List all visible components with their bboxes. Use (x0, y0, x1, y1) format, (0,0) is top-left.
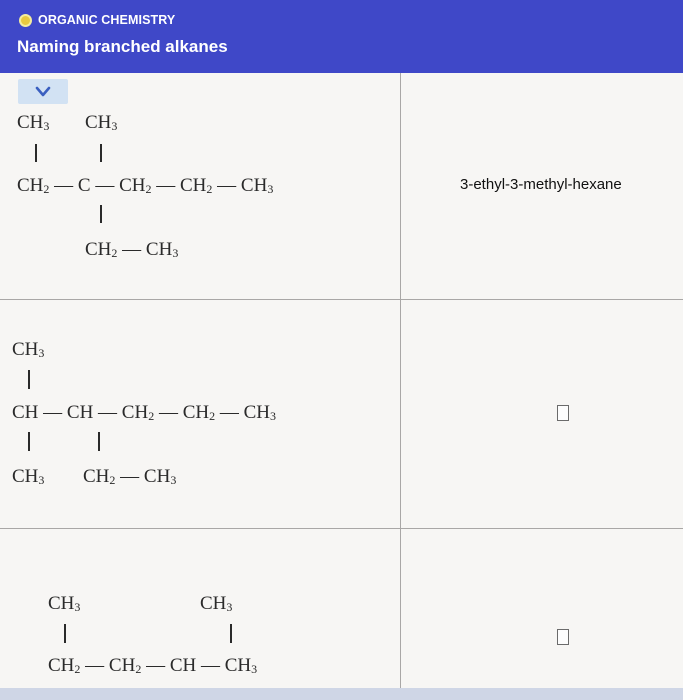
column-divider (400, 73, 401, 700)
chevron-down-icon (18, 79, 68, 104)
chem-chain: CH — CH — $CH_2$ — $CH_2$ — $CH_3$ (12, 402, 277, 423)
row-divider (0, 528, 683, 529)
bond-vertical (28, 370, 30, 389)
chem-group: $CH_3$ (17, 112, 50, 133)
bond-vertical (35, 144, 37, 162)
bond-vertical (64, 624, 66, 643)
row-divider (0, 299, 683, 300)
answer-input[interactable] (557, 629, 569, 645)
chem-chain: $CH_2$ — $CH_2$ — CH — $CH_3$ (48, 655, 258, 676)
topic-row (19, 13, 175, 27)
header (0, 0, 683, 73)
bond-vertical (230, 624, 232, 643)
chem-chain: $CH_2$ — C — $CH_2$ — $CH_2$ — $CH_3$ (17, 175, 274, 196)
bond-vertical (28, 432, 30, 451)
collapse-button[interactable] (18, 79, 68, 104)
answer-input[interactable] (557, 405, 569, 421)
chem-group: $CH_3$ (200, 593, 233, 614)
bond-vertical (100, 205, 102, 223)
naming-table (0, 73, 683, 700)
chem-group: $CH_3$ (85, 112, 118, 133)
chem-group: $CH_2$ — $CH_3$ (83, 466, 177, 487)
chem-group: $CH_3$ (12, 466, 45, 487)
topic-dot-icon (19, 14, 32, 27)
chem-group: $CH_3$ (12, 339, 45, 360)
page-title: Naming branched alkanes (17, 37, 228, 56)
bond-vertical (100, 144, 102, 162)
topic-label: ORGANIC CHEMISTRY (38, 13, 176, 27)
chem-group: $CH_2$ — $CH_3$ (85, 239, 179, 260)
bottom-strip (0, 688, 683, 700)
chem-group: $CH_3$ (48, 593, 81, 614)
bond-vertical (98, 432, 100, 451)
answer-text: 3-ethyl-3-methyl-hexane (460, 176, 622, 193)
